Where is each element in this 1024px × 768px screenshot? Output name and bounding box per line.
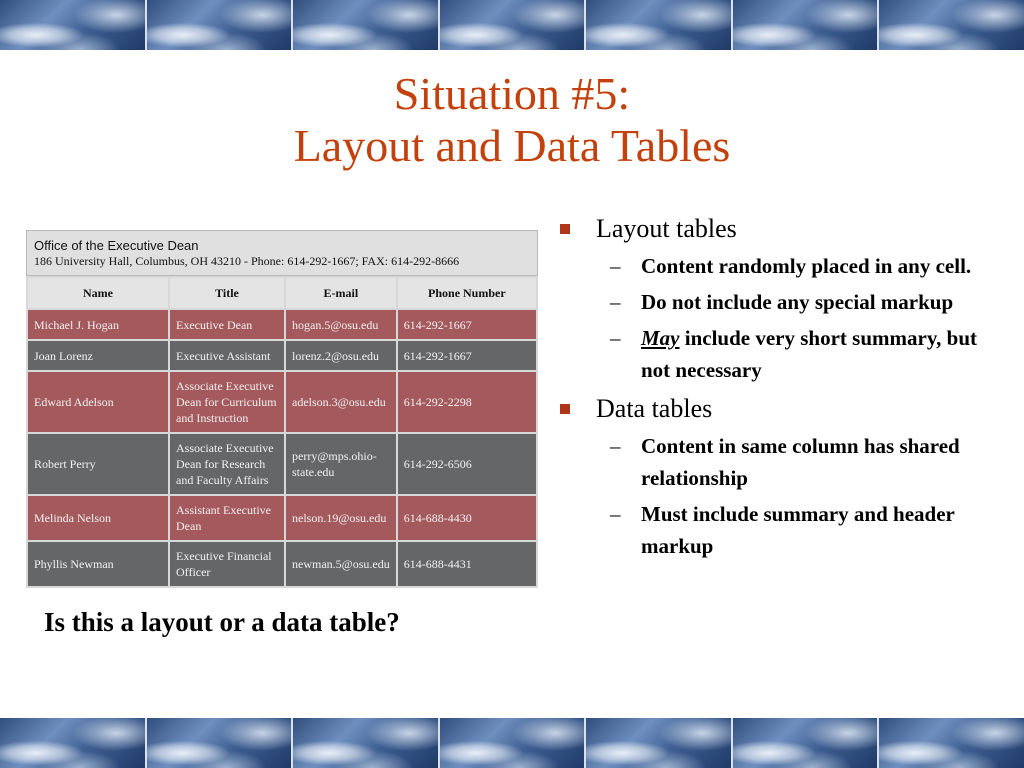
cell-title: Executive Financial Officer bbox=[170, 542, 284, 586]
top-decorative-band bbox=[0, 0, 1024, 50]
bullet-layout-tables bbox=[556, 212, 1006, 246]
cell-email: lorenz.2@osu.edu bbox=[286, 341, 396, 370]
table-row bbox=[28, 310, 536, 339]
cell-phone: 614-688-4431 bbox=[398, 542, 536, 586]
sub-bullet-text: include very short summary, but not necessary bbox=[641, 326, 978, 382]
table-row bbox=[28, 434, 536, 494]
cell-title: Associate Executive Dean for Research and Faculty Affairs bbox=[170, 434, 284, 494]
column-header-phone: Phone Number bbox=[398, 278, 536, 308]
dash-icon: – bbox=[610, 326, 621, 350]
sub-bullet bbox=[556, 498, 1006, 562]
band-tile bbox=[293, 718, 440, 768]
band-tile bbox=[586, 718, 733, 768]
cell-name: Robert Perry bbox=[28, 434, 168, 494]
cell-name: Michael J. Hogan bbox=[28, 310, 168, 339]
band-tile bbox=[147, 0, 294, 50]
staff-table bbox=[26, 276, 538, 588]
bottom-decorative-band bbox=[0, 718, 1024, 768]
table-caption bbox=[26, 230, 538, 276]
bullet-data-tables bbox=[556, 392, 1006, 426]
table-row bbox=[28, 341, 536, 370]
band-tile bbox=[733, 0, 880, 50]
band-tile bbox=[733, 718, 880, 768]
band-tile bbox=[586, 0, 733, 50]
square-bullet-icon bbox=[560, 224, 570, 234]
sub-bullet-text: Do not include any special markup bbox=[641, 290, 954, 314]
cell-phone: 614-292-2298 bbox=[398, 372, 536, 432]
question-text: Is this a layout or a data table? bbox=[44, 607, 400, 637]
cell-email: hogan.5@osu.edu bbox=[286, 310, 396, 339]
cell-title: Assistant Executive Dean bbox=[170, 496, 284, 540]
band-tile bbox=[440, 718, 587, 768]
cell-email: perry@mps.ohio-state.edu bbox=[286, 434, 396, 494]
cell-phone: 614-292-1667 bbox=[398, 310, 536, 339]
title-line-1: Situation #5: bbox=[393, 68, 631, 119]
sub-bullet-text: Must include summary and header markup bbox=[641, 502, 955, 558]
dash-icon: – bbox=[610, 290, 621, 314]
cell-phone: 614-688-4430 bbox=[398, 496, 536, 540]
cell-name: Joan Lorenz bbox=[28, 341, 168, 370]
sub-bullet bbox=[556, 286, 1006, 318]
table-row bbox=[28, 496, 536, 540]
table-caption-title: Office of the Executive Dean bbox=[34, 238, 199, 253]
square-bullet-icon bbox=[560, 404, 570, 414]
cell-name: Edward Adelson bbox=[28, 372, 168, 432]
slide-title bbox=[0, 68, 1024, 172]
column-header-title: Title bbox=[170, 278, 284, 308]
cell-title: Executive Dean bbox=[170, 310, 284, 339]
sub-bullet-text: Content randomly placed in any cell. bbox=[641, 254, 972, 278]
cell-email: newman.5@osu.edu bbox=[286, 542, 396, 586]
sub-bullet bbox=[556, 250, 1006, 282]
dash-icon: – bbox=[610, 434, 621, 458]
table-header-row bbox=[28, 278, 536, 308]
cell-email: adelson.3@osu.edu bbox=[286, 372, 396, 432]
example-table-image bbox=[26, 230, 538, 592]
band-tile bbox=[147, 718, 294, 768]
band-tile bbox=[879, 0, 1024, 50]
dash-icon: – bbox=[610, 254, 621, 278]
band-tile bbox=[0, 718, 147, 768]
bullet-label: Layout tables bbox=[596, 214, 737, 243]
column-header-name: Name bbox=[28, 278, 168, 308]
bullet-list bbox=[556, 212, 1006, 562]
cell-title: Executive Assistant bbox=[170, 341, 284, 370]
cell-email: nelson.19@osu.edu bbox=[286, 496, 396, 540]
cell-phone: 614-292-1667 bbox=[398, 341, 536, 370]
emphasis-may: May bbox=[641, 326, 680, 350]
bullet-label: Data tables bbox=[596, 394, 713, 423]
cell-name: Phyllis Newman bbox=[28, 542, 168, 586]
dash-icon: – bbox=[610, 502, 621, 526]
band-tile bbox=[879, 718, 1024, 768]
sub-bullet bbox=[556, 322, 1006, 386]
band-tile bbox=[293, 0, 440, 50]
sub-bullet bbox=[556, 430, 1006, 494]
band-tile bbox=[0, 0, 147, 50]
table-row bbox=[28, 542, 536, 586]
band-tile bbox=[440, 0, 587, 50]
cell-name: Melinda Nelson bbox=[28, 496, 168, 540]
cell-phone: 614-292-6506 bbox=[398, 434, 536, 494]
table-row bbox=[28, 372, 536, 432]
table-caption-address: 186 University Hall, Columbus, OH 43210 - Phone: 614-292-1667; FAX: 614-292-8666 bbox=[34, 254, 460, 268]
column-header-email: E-mail bbox=[286, 278, 396, 308]
title-line-2: Layout and Data Tables bbox=[293, 120, 731, 171]
cell-title: Associate Executive Dean for Curriculum and Instruction bbox=[170, 372, 284, 432]
sub-bullet-text: Content in same column has shared relationship bbox=[641, 434, 960, 490]
